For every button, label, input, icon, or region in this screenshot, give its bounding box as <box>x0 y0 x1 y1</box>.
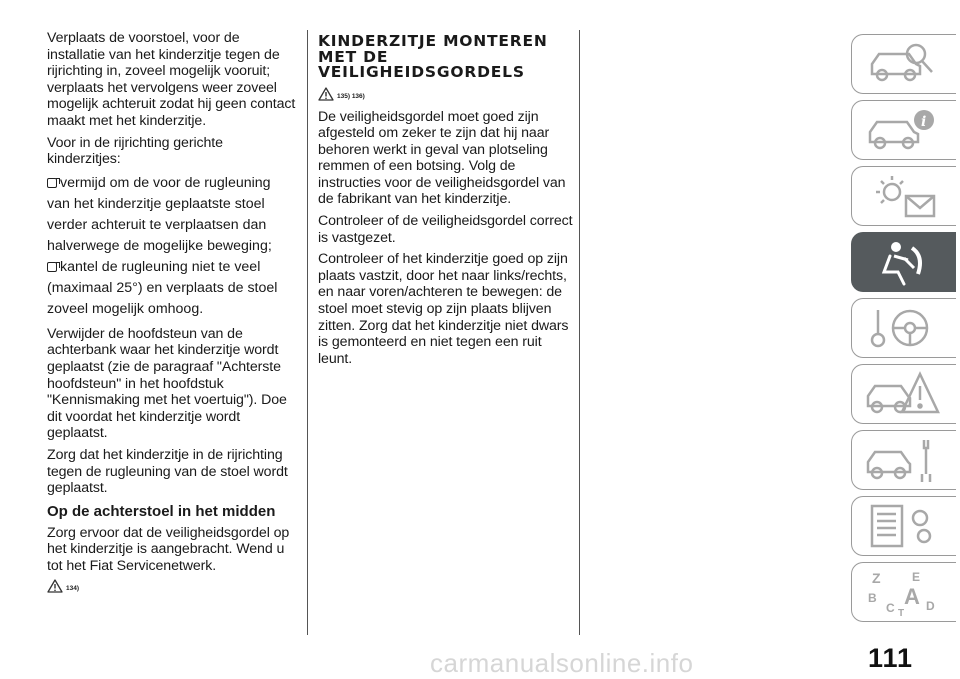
svg-text:A: A <box>904 584 920 609</box>
svg-text:T: T <box>898 608 905 616</box>
column-divider <box>579 30 580 635</box>
tab-maintenance[interactable] <box>851 430 956 490</box>
right-column <box>318 34 573 372</box>
tab-starting-driving[interactable] <box>851 298 956 358</box>
direction-paragraph: Zorg dat het kinderzitje in de rijrichting tegen de rugleuning van de stoel wordt geplaatst. <box>47 446 288 497</box>
tab-specifications[interactable] <box>851 496 956 556</box>
watermark: carmanualsonline.info <box>430 648 694 678</box>
alphabet-index-icon <box>864 568 944 616</box>
tab-warning-lights[interactable] <box>851 166 956 226</box>
tab-car-info[interactable] <box>851 100 956 160</box>
specs-gear-icon <box>864 502 944 550</box>
bullet-icon <box>47 178 57 188</box>
subheading-middle-seat: Op de achterstoel in het midden <box>47 502 276 520</box>
warning-lights-icon <box>864 172 944 220</box>
svg-text:D: D <box>926 599 935 613</box>
warning-triangle-icon <box>47 579 63 593</box>
bullet-item: kantel de rugleuning niet te veel (maximaal 25°) en verplaats de stoel zoveel mogelijk omhoog. <box>47 258 278 317</box>
left-column <box>47 30 299 601</box>
section-tabs <box>851 34 958 628</box>
page-number: 111 <box>868 643 914 673</box>
belt-adjust-paragraph: De veiligheidsgordel moet goed zijn afgesteld om zeker te zijn dat hij naar behoren werkt in geval van plotseling remmen of een botsing. Volg de instructies voor de veiligheidsgordel van de fabrikant van het kinderzitje. <box>318 108 566 208</box>
svg-text:Z: Z <box>872 570 881 586</box>
car-warning-triangle-icon <box>864 370 944 418</box>
tab-car-search[interactable] <box>851 34 956 94</box>
column-divider <box>307 30 308 635</box>
svg-text:E: E <box>912 570 921 584</box>
steering-wheel-key-icon <box>864 304 944 352</box>
svg-text:B: B <box>868 591 877 605</box>
airbag-seat-icon <box>864 238 944 286</box>
svg-text:i: i <box>921 114 927 130</box>
seat-check-paragraph: Controleer of het kinderzitje goed op zijn plaats vastzit, door het naar links/rechts, en naar voren/achteren te bewegen: de stoel moet stevig op zijn plaats blijven zitten. Zorg dat het kinderzitje niet dwars is gemonteerd en niet tegen een ruit leunt. <box>318 251 569 367</box>
svg-text:C: C <box>886 601 895 615</box>
warning-reference: 134) <box>47 579 299 593</box>
rear-facing-label: Voor in de rijrichting gerichte kinderzitjes: <box>47 134 223 168</box>
intro-paragraph: Verplaats de voorstoel, voor de installatie van het kinderzitje tegen de rijrichting in, zoveel mogelijk vooruit; verplaats het vervolgens weer zoveel mogelijk achteruit zodat hij geen contact maakt met het kinderzitje. <box>47 30 296 129</box>
headrest-paragraph: Verwijder de hoofdsteun van de achterbank waar het kinderzitje wordt geplaatst (zie de paragraaf "Achterste hoofdsteun" in het hoofdstuk "Kennismaking met het voertuig"). Doe dit voordat het kinderzitje wordt geplaatst. <box>47 325 287 442</box>
warning-reference: 135) 136) <box>318 87 573 101</box>
car-info-icon <box>864 106 944 154</box>
car-wrench-icon <box>864 436 944 484</box>
bullet-item: vermijd om de voor de rugleuning van het kinderzitje geplaatste stoel verder achteruit te verplaatsen dan halverwege de mogelijke beweging; <box>47 174 272 254</box>
belt-check-paragraph: Controleer of de veiligheidsgordel correct is vastgezet. <box>318 213 573 246</box>
warning-triangle-icon <box>318 87 334 101</box>
section-heading: KINDERZITJE MONTEREN MET DE VEILIGHEIDSGORDELS <box>318 32 548 81</box>
tab-index[interactable] <box>851 562 956 622</box>
car-search-icon <box>864 40 944 88</box>
tab-safety[interactable] <box>851 232 956 292</box>
middle-seat-paragraph: Zorg ervoor dat de veiligheidsgordel op het kinderzitje is aangebracht. Wend u tot het Fiat Servicenetwerk. <box>47 524 290 574</box>
bullet-icon <box>47 262 57 272</box>
tab-emergency[interactable] <box>851 364 956 424</box>
